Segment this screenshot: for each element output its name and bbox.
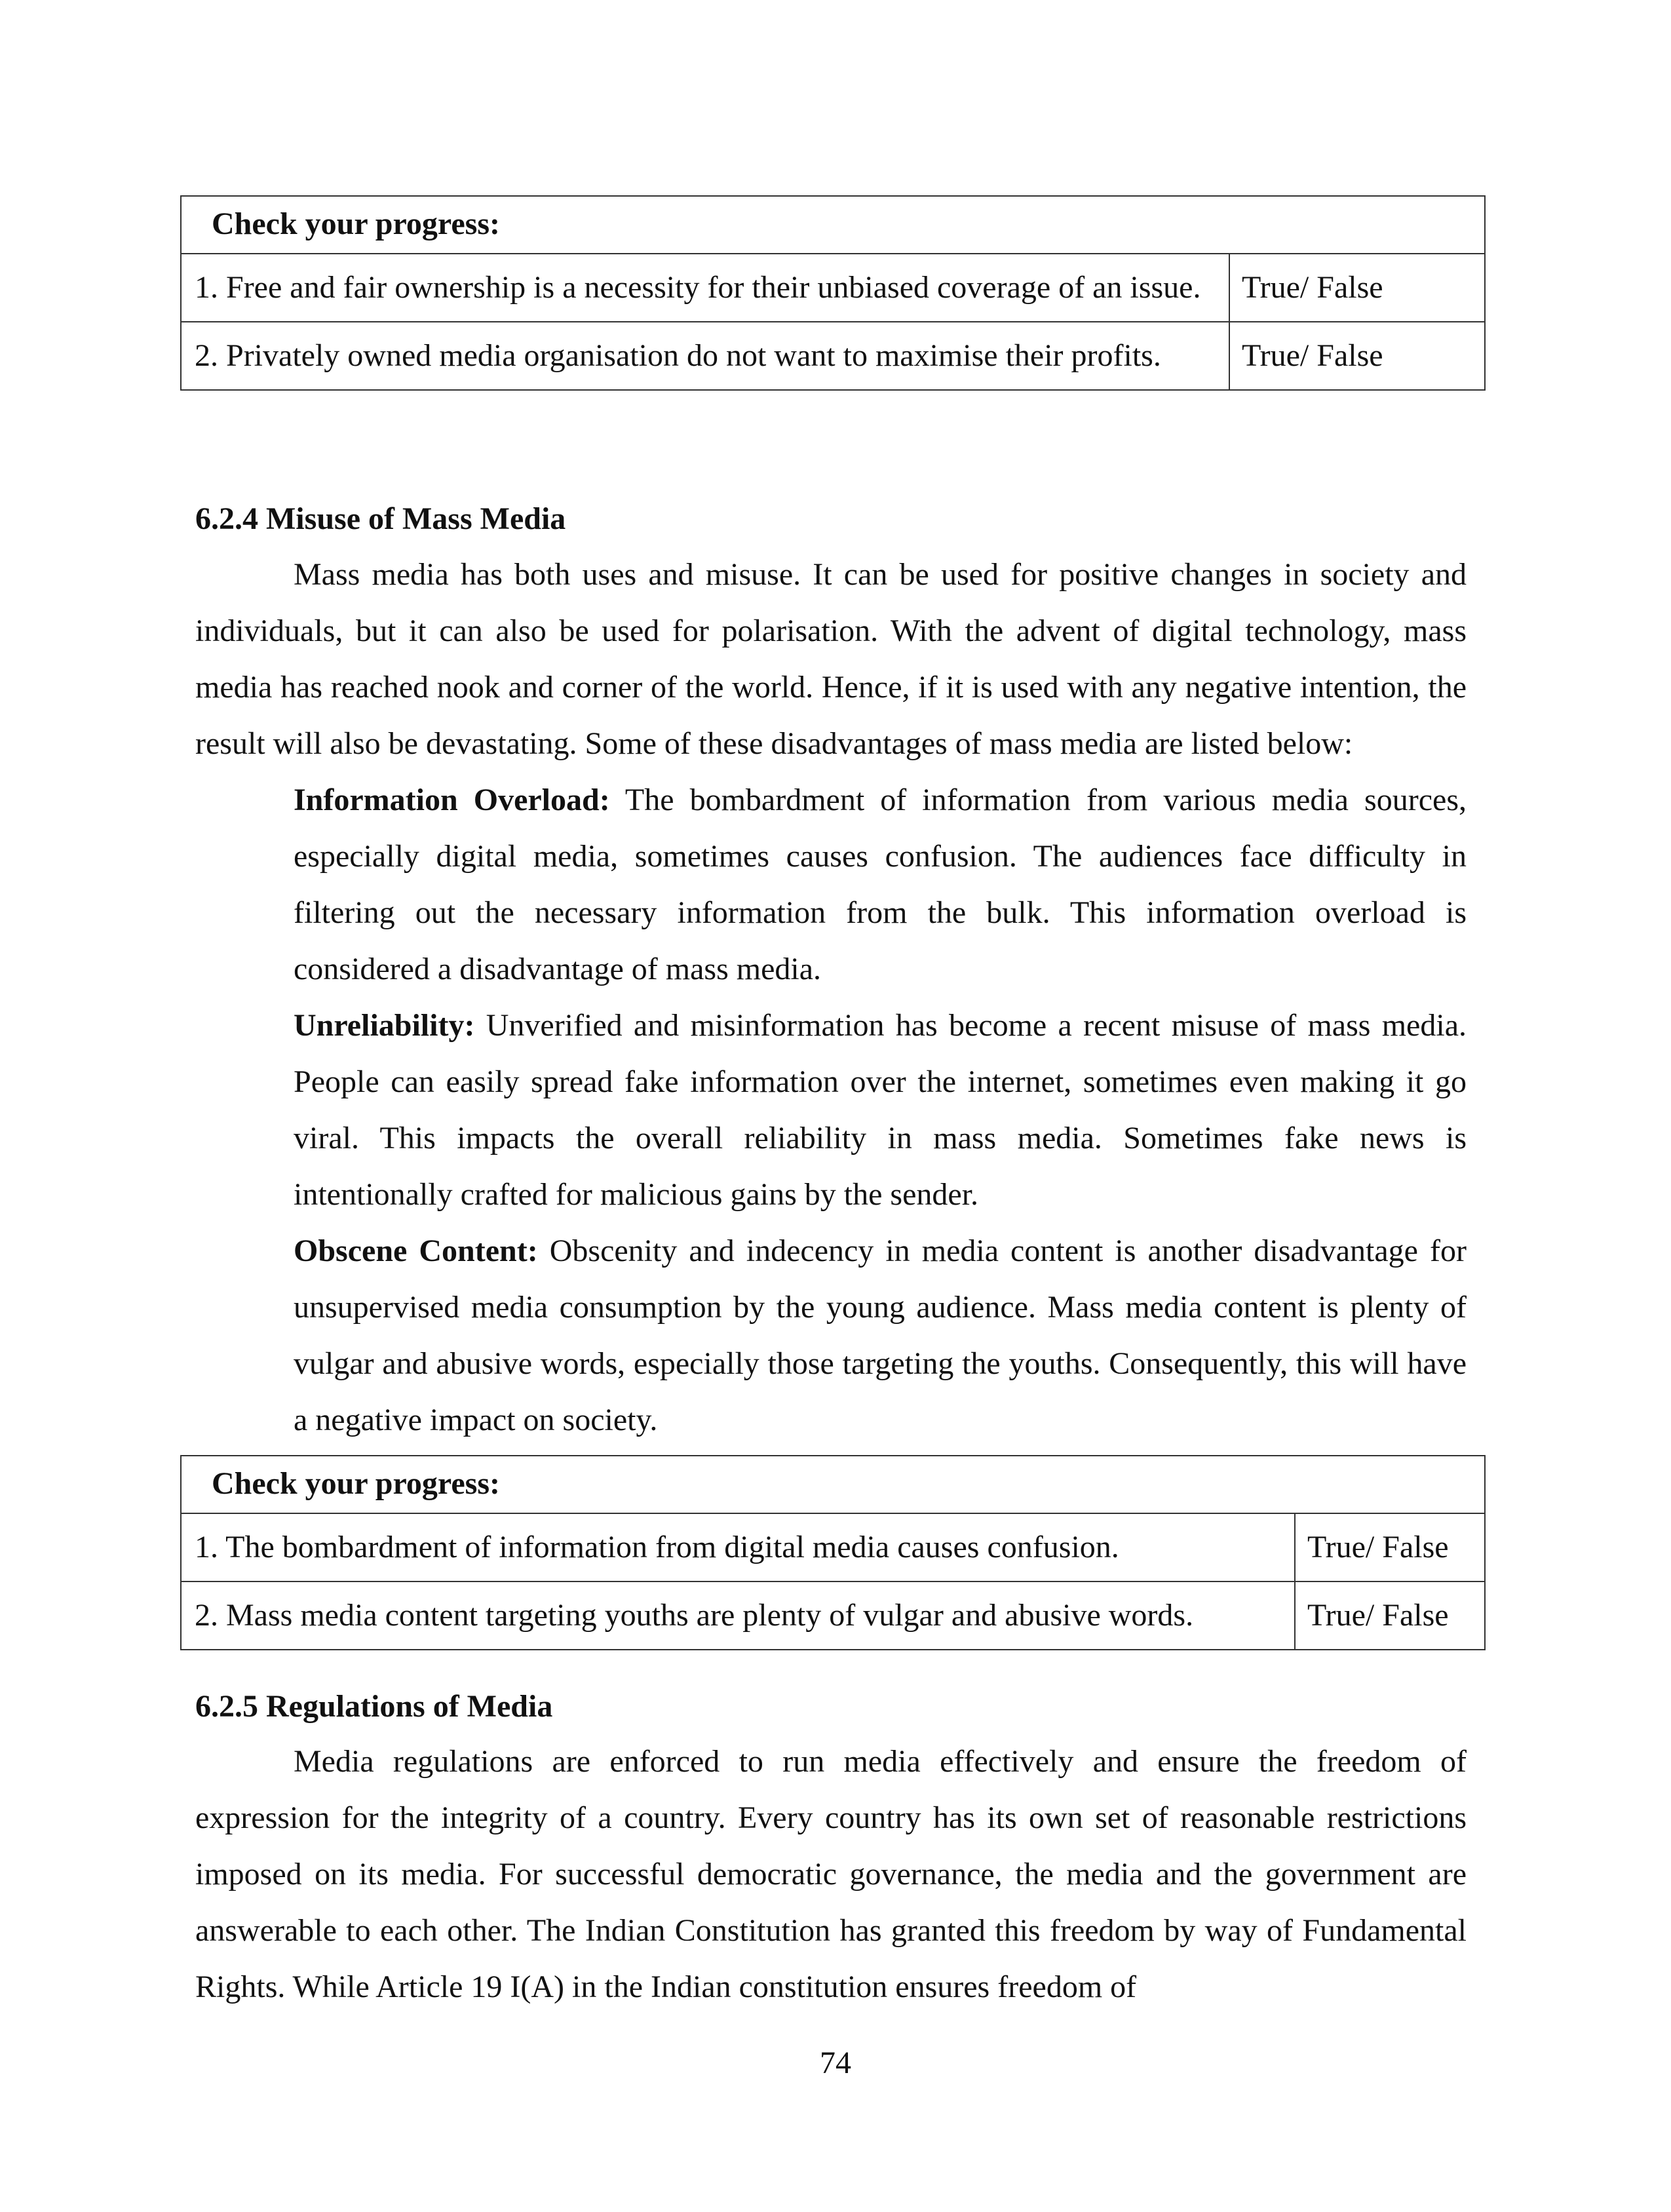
page-number: 74: [820, 2046, 851, 2080]
section-heading-misuse: 6.2.4 Misuse of Mass Media: [195, 501, 566, 536]
table-row: [181, 1581, 1485, 1650]
answer-cell: True/ False: [1229, 322, 1485, 390]
check-progress-table-2: [180, 1455, 1486, 1650]
answer-cell: True/ False: [1229, 254, 1485, 322]
answer-cell: True/ False: [1295, 1581, 1485, 1650]
question-cell: 1. Free and fair ownership is a necessity for their unbiased coverage of an issue.: [181, 254, 1229, 322]
disadvantage-item-obscene-content: [294, 1223, 1467, 1448]
paragraph-text: Media regulations are enforced to run media effectively and ensure the freedom of expression for the integrity of a country. Every country has its own set of reasonable restrictions imposed on its media. For successful democratic governance, the media and the government are answerable to each other. The Indian Constitution has granted this freedom by way of Fundamental Rights. While Article 19 I(A) in the Indian constitution ensures freedom of: [195, 1744, 1467, 2004]
disadvantage-item-unreliability: [294, 998, 1467, 1223]
table-title: Check your progress:: [181, 1456, 1485, 1513]
disadvantage-item-information-overload: [294, 772, 1467, 998]
misuse-intro-paragraph: [195, 547, 1467, 772]
table-header-row: [181, 1456, 1485, 1513]
question-cell: 2. Mass media content targeting youths are plenty of vulgar and abusive words.: [181, 1581, 1295, 1650]
table-row: [181, 1513, 1485, 1581]
regulations-intro-paragraph: [195, 1734, 1467, 2015]
question-cell: 2. Privately owned media organisation do not want to maximise their profits.: [181, 322, 1229, 390]
item-term: Obscene Content:: [294, 1233, 538, 1268]
section-heading-regulations: 6.2.5 Regulations of Media: [195, 1689, 553, 1724]
table-header-row: [181, 196, 1485, 254]
table-title: Check your progress:: [181, 196, 1485, 254]
item-text: Unverified and misinformation has become a recent misuse of mass media. People can easily spread fake information over the internet, sometimes even making it go viral. This impacts the overall reliability in mass media. Sometimes fake news is intentionally crafted for malicious gains by the sender.: [294, 1008, 1467, 1212]
item-text: Obscenity and indecency in media content is another disadvantage for unsupervised media consumption by the young audience. Mass media content is plenty of vulgar and abusive words, especially those targeting the youths. Consequently, this will have a negative impact on society.: [294, 1233, 1467, 1437]
item-text: The bombardment of information from various media sources, especially digital media, sometimes causes confusion. The audiences face difficulty in filtering out the necessary information from the bulk. This information overload is considered a disadvantage of mass media.: [294, 783, 1467, 986]
question-cell: 1. The bombardment of information from digital media causes confusion.: [181, 1513, 1295, 1581]
check-progress-table-1: [180, 195, 1486, 391]
paragraph-text: Mass media has both uses and misuse. It can be used for positive changes in society and individuals, but it can also be used for polarisation. With the advent of digital technology, mass media has reached nook and corner of the world. Hence, if it is used with any negative intention, the result will also be devastating. Some of these disadvantages of mass media are listed below:: [195, 557, 1467, 761]
table-row: [181, 322, 1485, 390]
item-term: Information Overload:: [294, 783, 610, 817]
table-row: [181, 254, 1485, 322]
answer-cell: True/ False: [1295, 1513, 1485, 1581]
item-term: Unreliability:: [294, 1008, 475, 1043]
